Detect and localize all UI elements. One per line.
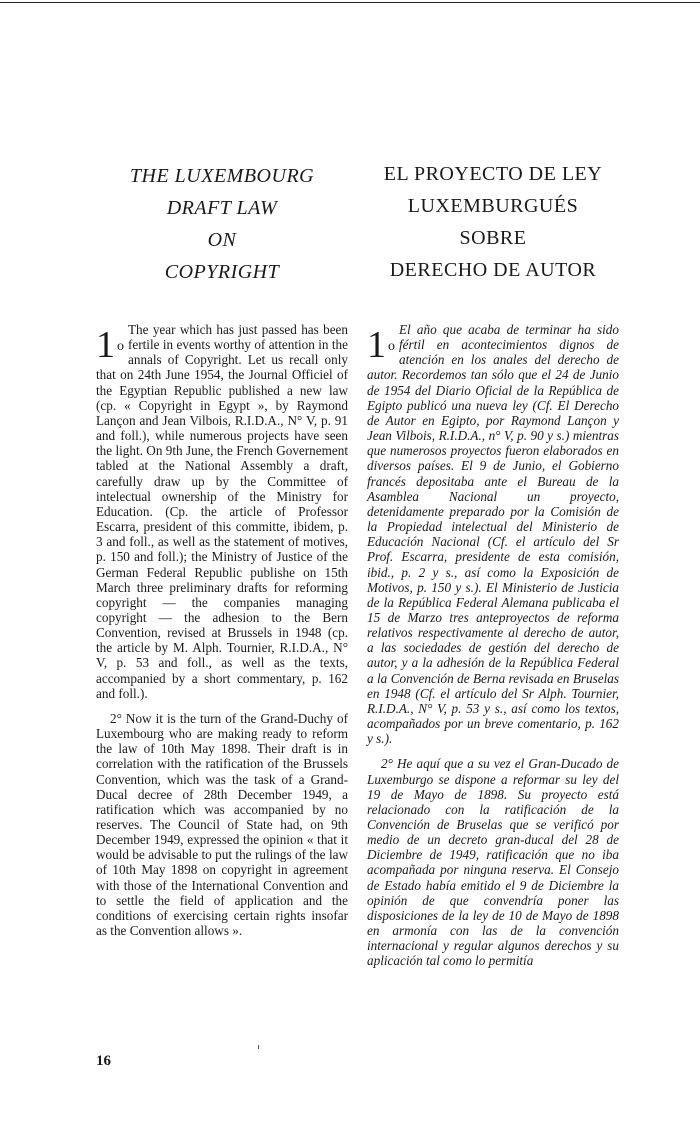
spanish-column [367,322,619,969]
page-number: 16 [96,1053,111,1069]
english-column [96,322,348,938]
spanish-paragraph-1-text: El año que acaba de terminar ha sido fértil en acontecimientos dignos de atención en los anales del derecho de autor. Recordemos tan sólo que el 24 de Junio de 1954 del Diario Oficial de la República de Egipto publicó una nueva ley (Cf. El Derecho de Autor en Egipto, por Raymond Lançon y Jean Vilbois, R.I.D.A., n° V, p. 90 y s.) mientras que numerosos proyectos fueron elaborados en diversos países. El 9 de Junio, el Gobierno francés depositaba ante el Bureau de la Asamblea Nacional un proyecto, detenidamente preparado por la Comisión de la Propiedad intelectual del Ministerio de Educación Nacional (Cf. el artículo del Sr Prof. Escarra, presidente de esta comisión, ibid., p. 2 y s., así como la Exposición de Motivos, p. 150 y s.). El Ministerio de Justicia de la República Federal Alemana publicaba el 15 de Marzo tres anteproyectos de reforma relativos respectivamente al derecho de autor, a las sociedades de gestión del derecho de autor, y a la adhesión de la República Federal a la Convención de Berna revisada en Bruselas en 1948 (Cf. el artículo del Sr Alph. Tournier, R.I.D.A., N° V, p. 53 y s., así como los textos, acompañados por un breve comentario, p. 162 y s.). [367,322,619,747]
title-spanish-line-4: DERECHO DE AUTOR [389,259,597,281]
print-mark [258,1045,259,1049]
english-paragraph-1 [96,322,348,701]
spanish-paragraph-2: 2° He aquí que a su vez el Gran-Ducado de Luxemburgo se dispone a reformar su ley del 19 de Mayo de 1898. Su proyecto está relacionado con la ratificación de la Convención de Bruselas que se verificó por medio de un decreto gran-ducal del 28 de Diciembre de 1949, ratificación que no iba acompañada por ninguna reserva. El Consejo de Estado había emitido el 9 de Diciembre la opinión de que convendría poner las disposiciones de la ley de 10 de Mayo de 1898 en armonía con las de la convención internacional y regular algunos derechos y su aplicación tal como lo permitía [367,756,619,969]
title-english [96,160,348,288]
title-english-line-3: ON [207,229,237,251]
title-spanish-line-2: LUXEMBURGUÉS [407,195,579,217]
title-spanish [367,158,619,286]
title-english-line-1: THE LUXEMBOURG [129,165,315,187]
english-dropcap: 1 $^o$ [96,324,124,366]
spanish-dropcap: 1 $^o$ [367,324,395,366]
title-spanish-line-1: EL PROYECTO DE LEY [383,163,603,185]
english-paragraph-2: 2° Now it is the turn of the Grand-Duchy of Luxembourg who are making ready to reform the law of 10th May 1898. Their draft is in correlation with the ratification of the Brussels Convention, which was the task of a Grand-Ducal decree of 28th December 1949, a ratification which was accompanied by no reserves. The Council of State had, on 9th December 1949, expressed the opinion « that it would be advisable to put the rulings of the law of 10th May 1898 on copyright in agreement with those of the International Convention and to settle the field of application and the conditions of exercising certain rights insofar as the Convention allows ». [96,710,348,939]
title-spanish-line-3: SOBRE [459,227,527,249]
top-rule [0,2,700,3]
english-paragraph-1-text: The year which has just passed has been fertile in events worthy of attention in the annals of Copyright. Let us recall only that on 24th June 1954, the Journal Officiel of the Egyptian Republic published a new law (cp. « Copyright in Egypt », by Raymond Lançon and Jean Vilbois, R.I.D.A., N° V, p. 91 and foll.), while numerous projects have seen the light. On 9th June, the French Governement tabled at the National Assembly a draft, carefully draw up by the Committee of intelectual ownership of the Ministry for Education. (Cp. the article of Professor Escarra, president of this committe, ibidem, p. 3 and foll., as well as the statement of motives, p. 150 and foll.); the Ministry of Justice of the German Federal Republic publishe on 15th March three preliminary drafts for reforming copyright — the companies managing copyright — the adhesion to the Bern Convention, revised at Brussels in 1948 (cp. the article by M. Alph. Tournier, R.I.D.A., N° V, p. 53 and foll., as well as the texts, accompanied by a short commentary, p. 162 and foll.). [96,322,348,701]
title-english-line-4: COPYRIGHT [164,261,280,283]
title-english-line-2: DRAFT LAW [166,197,278,219]
spanish-paragraph-1 [367,322,619,746]
